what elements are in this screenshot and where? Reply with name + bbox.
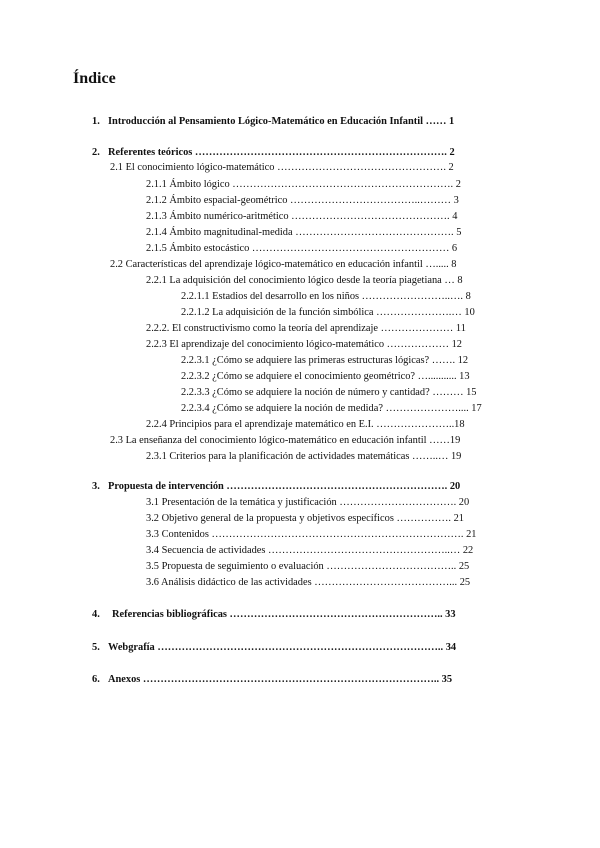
section-number: 3. — [92, 481, 100, 492]
toc-entry[interactable]: 2.3 La enseñanza del conocimiento lógico-matemático en educación infantil ……19 — [110, 435, 461, 446]
toc-entry[interactable]: 2.2.3.2 ¿Cómo se adquiere el conocimiento geométrico? …........... 13 — [181, 371, 470, 382]
section-number: 1. — [92, 116, 100, 127]
toc-entry[interactable]: 3.2 Objetivo general de la propuesta y objetivos específicos ……………. 21 — [146, 513, 464, 524]
toc-entry[interactable]: 3.4 Secuencia de actividades ……………………………………………..… 22 — [146, 545, 474, 556]
toc-entry[interactable]: 2.2.3.1 ¿Cómo se adquiere las primeras estructuras lógicas? ……. 12 — [181, 355, 469, 366]
toc-section-3[interactable]: Propuesta de intervención ………………………………………………………. 20 — [108, 481, 461, 492]
toc-entry[interactable]: 2.1.2 Ámbito espacial-geométrico ………………………………..……… 3 — [146, 195, 459, 206]
section-number: 4. — [92, 609, 100, 620]
toc-entry[interactable]: 2.2.4 Principios para el aprendizaje matemático en E.I. …………………..18 — [146, 419, 465, 430]
toc-section-5[interactable]: Webgrafía ……………………………………………………………………….. 34 — [108, 642, 457, 653]
toc-entry[interactable]: 2.2.2. El constructivismo como la teoría del aprendizaje ………………… 11 — [146, 323, 466, 334]
toc-section-6[interactable]: Anexos ………………………………………………………………………….. 35 — [108, 674, 453, 685]
toc-entry[interactable]: 2.1.1 Ámbito lógico ………………………………………………………. 2 — [146, 179, 461, 190]
section-number: 2. — [92, 147, 100, 158]
toc-entry[interactable]: 3.3 Contenidos ………………………………………………………………. 21 — [146, 529, 477, 540]
toc-section-2[interactable]: Referentes teóricos ………………………………………………………………. 2 — [108, 147, 455, 158]
section-number: 5. — [92, 642, 100, 653]
toc-entry[interactable]: 3.6 Análisis didáctico de las actividades …………………………………... 25 — [146, 577, 471, 588]
toc-entry[interactable]: 2.2.1.1 Estadios del desarrollo en los niños ……………………..…. 8 — [181, 291, 471, 302]
toc-entry[interactable]: 2.2.1 La adquisición del conocimiento lógico desde la teoría piagetiana … 8 — [146, 275, 463, 286]
toc-entry[interactable]: 2.2.3.4 ¿Cómo se adquiere la noción de medida? ………………….... 17 — [181, 403, 482, 414]
toc-entry[interactable]: 2.1.5 Ámbito estocástico ………………………………………………… 6 — [146, 243, 458, 254]
toc-entry[interactable]: 2.3.1 Criterios para la planificación de actividades matemáticas ……..… 19 — [146, 451, 462, 462]
toc-entry[interactable]: 2.2 Características del aprendizaje lógico-matemático en educación infantil …..... 8 — [110, 259, 457, 270]
toc-section-1[interactable]: Introducción al Pensamiento Lógico-Matemático en Educación Infantil …… 1 — [108, 116, 455, 127]
toc-entry[interactable]: 3.5 Propuesta de seguimiento o evaluación ……………………………….. 25 — [146, 561, 470, 572]
toc-entry[interactable]: 2.2.3.3 ¿Cómo se adquiere la noción de número y cantidad? ……… 15 — [181, 387, 477, 398]
page-title: Índice — [73, 70, 116, 87]
toc-entry[interactable]: 2.2.1.2 La adquisición de la función simbólica ………………….… 10 — [181, 307, 475, 318]
toc-section-4[interactable]: Referencias bibliográficas …………………………………………………….. 33 — [112, 609, 456, 620]
toc-entry[interactable]: 3.1 Presentación de la temática y justificación ……………………………. 20 — [146, 497, 470, 508]
toc-entry[interactable]: 2.1.4 Ámbito magnitudinal-medida ………………………………………. 5 — [146, 227, 462, 238]
toc-entry[interactable]: 2.1 El conocimiento lógico-matemático …………………………………………. 2 — [110, 162, 454, 173]
toc-entry[interactable]: 2.2.3 El aprendizaje del conocimiento lógico-matemático ……………… 12 — [146, 339, 462, 350]
section-number: 6. — [92, 674, 100, 685]
toc-entry[interactable]: 2.1.3 Ámbito numérico-aritmético ………………………………………. 4 — [146, 211, 458, 222]
